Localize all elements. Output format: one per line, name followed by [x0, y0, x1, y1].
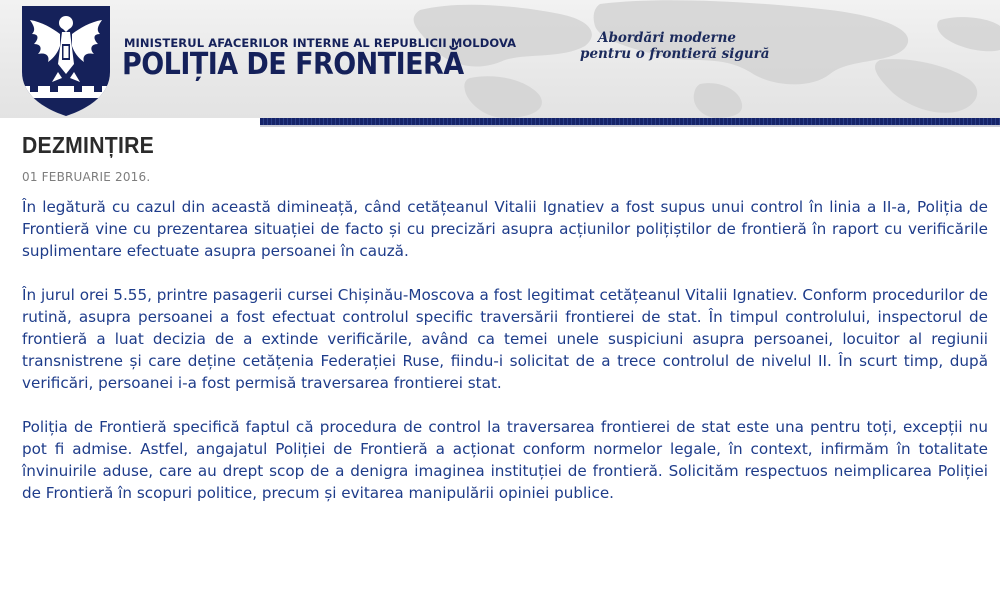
ministry-name: MINISTERUL AFACERILOR INTERNE AL REPUBLICII MOLDOVA — [124, 36, 517, 50]
article-paragraph-1: În legătură cu cazul din această dimineață, când cetățeanul Vitalii Ignatiev a fost supus unui control în linia a II-a, Poliția de Frontieră vine cu prezentarea situației de facto și cu precizări asupra acțiunilor polițiștilor de frontieră în raport cu verificările suplimentare efectuate asupra persoanei în cauză. — [22, 198, 988, 260]
header-divider-gap — [0, 118, 260, 127]
site-title[interactable]: POLIȚIA DE FRONTIERĂ — [122, 47, 464, 82]
article-content — [22, 128, 988, 504]
site-slogan — [580, 30, 800, 62]
article-title: DEZMINȚIRE — [22, 132, 155, 158]
slogan-line-1: Abordări moderne — [598, 30, 736, 46]
article-date: 01 FEBRUARIE 2016. — [22, 170, 151, 184]
article-paragraph-2: În jurul orei 5.55, printre pasagerii cursei Chișinău-Moscova a fost legitimat cetățeanul Vitalii Ignatiev. Conform procedurilor de rutină, asupra persoanei a fost efectuat controlul specific traversării frontierei de stat. În timpul controlului, inspectorul de frontieră a luat decizia de a extinde verificările, având ca temei unele suspiciuni asupra persoanei, locuitor al regiunii transnistrene și care deține cetățenia Federației Ruse, fiindu-i solicitat de a trece controlul de nivelul II. În scurt timp, după verificări, persoanei i-a fost permisă traversarea frontierei stat. — [22, 286, 988, 392]
site-header — [0, 0, 1000, 118]
slogan-line-2: pentru o frontieră sigură — [580, 46, 770, 62]
border-police-crest-icon[interactable] — [18, 2, 114, 118]
article-paragraph-3: Poliția de Frontieră specifică faptul că procedura de control la traversarea frontierei de stat este una pentru toți, excepții nu pot fi admise. Astfel, angajatul Poliției de Frontieră a acționat conform normelor legale, în context, infirmăm în totalitate învinuirile aduse, care au drept scop de a denigra imaginea instituției de frontieră. Solicităm respectuos neimplicarea Poliției de Frontieră în scopuri politice, precum și evitarea manipulării opiniei publice. — [22, 418, 988, 502]
